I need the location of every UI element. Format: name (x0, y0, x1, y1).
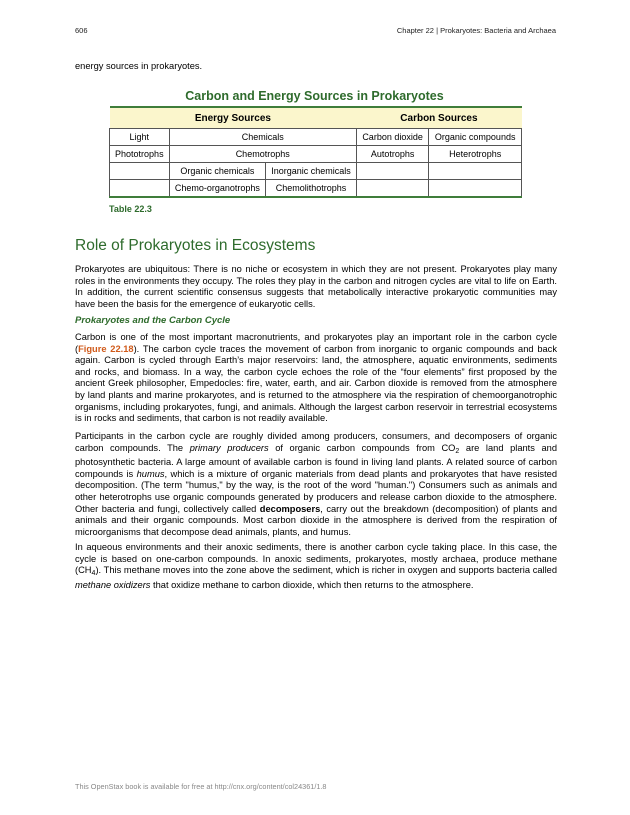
table-header-row (110, 107, 522, 129)
table-cell: Phototrophs (110, 146, 170, 163)
carbon-cycle-paragraph-3 (75, 542, 557, 591)
table-cell: Chemotrophs (169, 146, 356, 163)
energy-sources-header: Energy Sources (110, 107, 357, 129)
table-cell: Chemicals (169, 129, 356, 146)
section-title: Role of Prokaryotes in Ecosystems (75, 237, 316, 254)
running-header: Chapter 22 | Prokaryotes: Bacteria and Archaea (396, 26, 556, 35)
table-cell: Organic chemicals (169, 163, 266, 180)
term-primary-producers: primary producers (189, 442, 269, 453)
table-cell: Heterotrophs (429, 146, 522, 163)
table-cell: Organic compounds (429, 129, 522, 146)
figure-link[interactable]: Figure 22.18 (78, 343, 134, 354)
text-run: Carbon is one of the most important macronutrients, and prokaryotes play an important role in the carbon cycle ( (75, 332, 557, 354)
table-row (110, 180, 522, 198)
table-cell: Autotrophs (356, 146, 429, 163)
text-run: Participants in the carbon cycle are roughly divided among producers, consumers, and decomposers of organic carbon compounds. The (75, 431, 557, 453)
carbon-cycle-paragraph-2 (75, 431, 557, 538)
text-run: ). This methane moves into the zone above the sediment, which is richer in oxygen and supports bacteria called (95, 565, 557, 576)
table-row (110, 129, 522, 146)
table-cell-empty (429, 163, 522, 180)
text-run: ). The carbon cycle traces the movement of carbon from inorganic to organic compounds and back again. Carbon is cycled through Earth’s major reservoirs: land, the atmosphere, aquatic environments, sediments and rocks, and biomass. In a way, the carbon cycle echoes the role of the “four elements” first proposed by the ancient Greek philosopher, Empedocles: fire, water, earth, and air. Carbon dioxide is removed from the atmosphere by land plants and marine prokaryotes, and is returned to the atmosphere via the respiration of chemoorganotrophic organisms, including prokaryotes, fungi, and animals. Although the largest carbon reservoir in terrestrial ecosystems is in rocks and sediments, that carbon is not readily available. (75, 343, 557, 424)
table-cell: Chemolithotrophs (266, 180, 357, 198)
text-run: , which is a mixture of organic materials from dead plants and prokaryotes that have resisted decomposition. (The term "humus," by the way, is the root of the word "human.") Consumers such as animals and other heterotrophs use organic compounds generated by producers and release carbon dioxide to the atmosphere. Other bacteria and fungi, collectively called (75, 468, 557, 514)
footer-note: This OpenStax book is available for free at http://cnx.org/content/col24361/1.8 (75, 782, 327, 791)
table-cell: Inorganic chemicals (266, 163, 357, 180)
term-decomposers: decomposers (259, 503, 321, 514)
text-run: of organic carbon compounds from CO (268, 442, 456, 453)
table-cell-empty (429, 180, 522, 198)
table-cell-empty (110, 180, 170, 198)
text-run: that oxidize methane to carbon dioxide, which then returns to the atmosphere. (150, 579, 474, 590)
table-cell: Chemo-organotrophs (169, 180, 266, 198)
subscript: 2 (455, 447, 460, 455)
table-caption: Carbon and Energy Sources in Prokaryotes (185, 89, 444, 103)
text-run: In aqueous environments and their anoxic sediments, there is another carbon cycle taking place. In this case, the cycle is based on one-carbon compounds. In anoxic sediments, prokaryotes, mostly archaea, produce methane (CH (75, 542, 557, 576)
table-cell-empty (356, 180, 429, 198)
term-methane-oxidizers: methane oxidizers (75, 579, 151, 590)
carbon-sources-header: Carbon Sources (356, 107, 521, 129)
carbon-cycle-paragraph-1 (75, 332, 557, 425)
table-cell: Carbon dioxide (356, 129, 429, 146)
lead-text: energy sources in prokaryotes. (75, 61, 203, 71)
carbon-energy-table (109, 106, 522, 198)
table-row (110, 163, 522, 180)
table-cell: Light (110, 129, 170, 146)
table-cell-empty (356, 163, 429, 180)
text-run: , carry out the breakdown (decomposition) of plants and animals and their organic compounds. Most carbon dioxide in the atmosphere is derived from the respiration of microorganisms that decompose dead animals, plants, and humus. (75, 503, 557, 537)
subsection-title: Prokaryotes and the Carbon Cycle (75, 315, 231, 326)
subscript: 4 (91, 570, 96, 578)
section-intro: Prokaryotes are ubiquitous: There is no niche or ecosystem in which they are not present. Prokaryotes play many roles in the environments they occupy. The roles they play in the carbon and nitrogen cycles are vital to life on Earth. In addition, the current scientific consensus suggests that metabolically interactive prokaryotic communities may have been the basis for the emergence of eukaryotic cells. (75, 264, 557, 309)
table-cell-empty (110, 163, 170, 180)
text-run: are land plants and photosynthetic bacteria. A large amount of available carbon is found in living land plants. A related source of carbon compounds is (75, 442, 557, 479)
table-row (110, 146, 522, 163)
table-label: Table 22.3 (109, 204, 152, 214)
term-humus: humus (136, 468, 165, 479)
page-number: 606 (75, 26, 88, 35)
